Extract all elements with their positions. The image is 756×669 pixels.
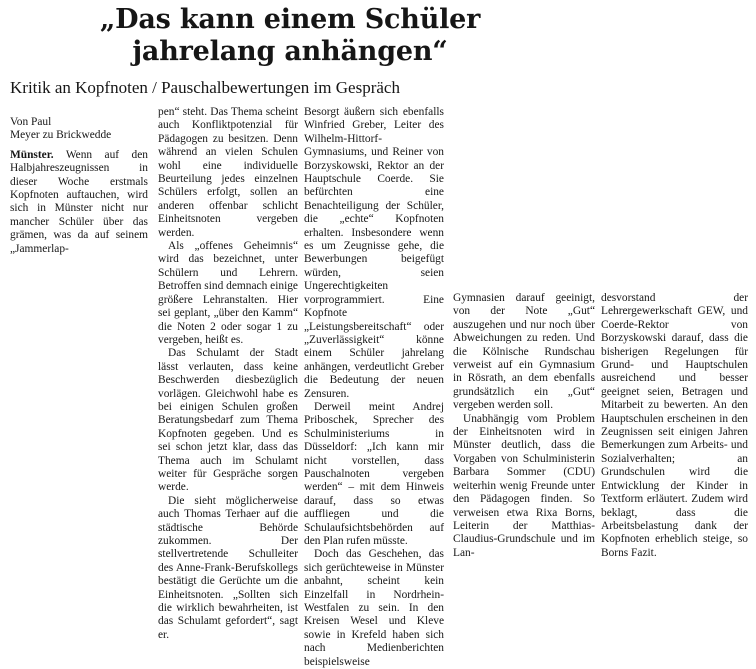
byline-line-1: Von Paul [10,116,52,128]
column-1 [10,116,148,256]
paragraph: Das Schulamt der Stadt lässt verlauten, dass keine Beschwerden diesbezüglich vorlägen. Gleichwohl habe es bei einigen Schulen großen Beratungsbedarf zum Thema Kopfnoten gegeben. Und es sei schon jetzt klar, dass das Thema auch im Schulamt weiter für Gespräche sorgen werde. [158,347,298,494]
paragraph: Besorgt äußern sich ebenfalls Winfried Greber, Leiter des Wilhelm-Hittorf-Gymnasiums, und Reiner von Borzyskowski, Rektor an der Hauptschule Coerde. Sie befürchten eine Benachteiligung der Schüler, die „echte“ Kopfnoten erhalten. Insbesondere wenn es um Zeugnisse gehe, die Bewerbungen beigefügt würden, seien Ungerechtigkeiten vorprogrammiert. Eine Kopfnote „Leistungsbereitschaft“ oder „Zuverlässigkeit“ könne einem Schüler jahrelang anhängen, verdeutlicht Greber die Bedeutung der neuen Zensuren. [304,106,444,400]
subheadline: Kritik an Kopfnoten / Pauschalbewertungen im Gespräch [10,78,400,97]
paragraph: Doch das Geschehen, das sich gerüchteweise in Münster anbahnt, scheint kein Einzelfall in Nordrhein-Westfalen zu sein. In den Kreisen Wesel und Kleve sowie in Krefeld haben sich nach Medienberichten beispielsweise [304,548,444,668]
headline: „Das kann einem Schüler jahrelang anhängen“ [99,4,481,67]
paragraph: Gymnasien darauf geeinigt, von der Note „Gut“ auszugehen und nur noch über Abweichungen zu reden. Und die Kölnische Rundschau verweist auf ein Gymnasium in Rösrath, an dem ebenfalls grundsätzlich ein „Gut“ vergeben werden soll. [453,292,595,412]
paragraph-text: Wenn auf den Halbjahreszeugnissen in dieser Woche erstmals Kopfnoten auftauchen, wird sich in Münster nicht nur mancher Schüler über das grämen, was da auf seinem „Jammerlap- [10,148,148,255]
paragraph [10,149,148,256]
paragraph: pen“ steht. Das Thema scheint auch Konfliktpotenzial für Pädagogen zu besitzen. Denn während an vielen Schulen wohl eine individuelle Beurteilung jedes einzelnen Schülers erfolgt, sollen an anderen offenbar schlicht Einheitsnoten vergeben werden. [158,106,298,239]
column-2 [158,106,298,641]
paragraph: desvorstand der Lehrergewerkschaft GEW, und Coerde-Rektor von Borzyskowski darauf, dass die bisherigen Regelungen für Grund- und Hauptschulen ausreichend und besser geeignet seien, Betragen und Mitarbeit zu bewerten. An den Hauptschulen erscheinen in den Zeugnissen seit einigen Jahren Bemerkungen zum Arbeits- und Sozialverhalten; an Grundschulen wird die Entwicklung der Kinder in Textform erläutert. Zudem wird beklagt, dass die Arbeitsbelastung dank der Kopfnoten erheblich steige, so Borns Fazit. [601,292,748,559]
paragraph: Als „offenes Geheimnis“ wird das bezeichnet, unter Schülern und Lehrern. Betroffen sind demnach einige größere Lehranstalten. Hier sei geplant, „über den Kamm“ die Noten 2 oder sogar 1 zu vergeben, heißt es. [158,240,298,346]
byline-line-2: Meyer zu Brickwedde [10,129,112,142]
paragraph: Die sieht möglicherweise auch Thomas Terhaer auf die städtische Behörde zukommen. Der stellvertretende Schulleiter des Anne-Frank-Berufskollegs bestätigt die Gerüchte um die Einheitsnoten. „Sollten sich die wirklich bewahrheiten, ist das Schulamt gefordert“, sagt er. [158,494,298,641]
column-4 [453,292,595,559]
paragraph: Derweil meint Andrej Priboschek, Sprecher des Schulministeriums in Düsseldorf: „Ich kann mir nicht vorstellen, dass Pauschalnoten vergeben werden“ – mit dem Hinweis darauf, dass so etwas auffliegen und die Schulaufsichtsbehörden auf den Plan rufen müsste. [304,400,444,547]
paragraph: Unabhängig vom Problem der Einheitsnoten wird in Münster deutlich, dass die Vorgaben von Schulministerin Barbara Sommer (CDU) weiterhin wenig Freunde unter den Pädagogen finden. So verweisen etwa Rixa Borns, Leiterin der Matthias-Claudius-Grundschule und im Lan- [453,412,595,559]
dateline: Münster. [10,148,54,161]
column-5 [601,292,748,559]
column-3 [304,106,444,668]
